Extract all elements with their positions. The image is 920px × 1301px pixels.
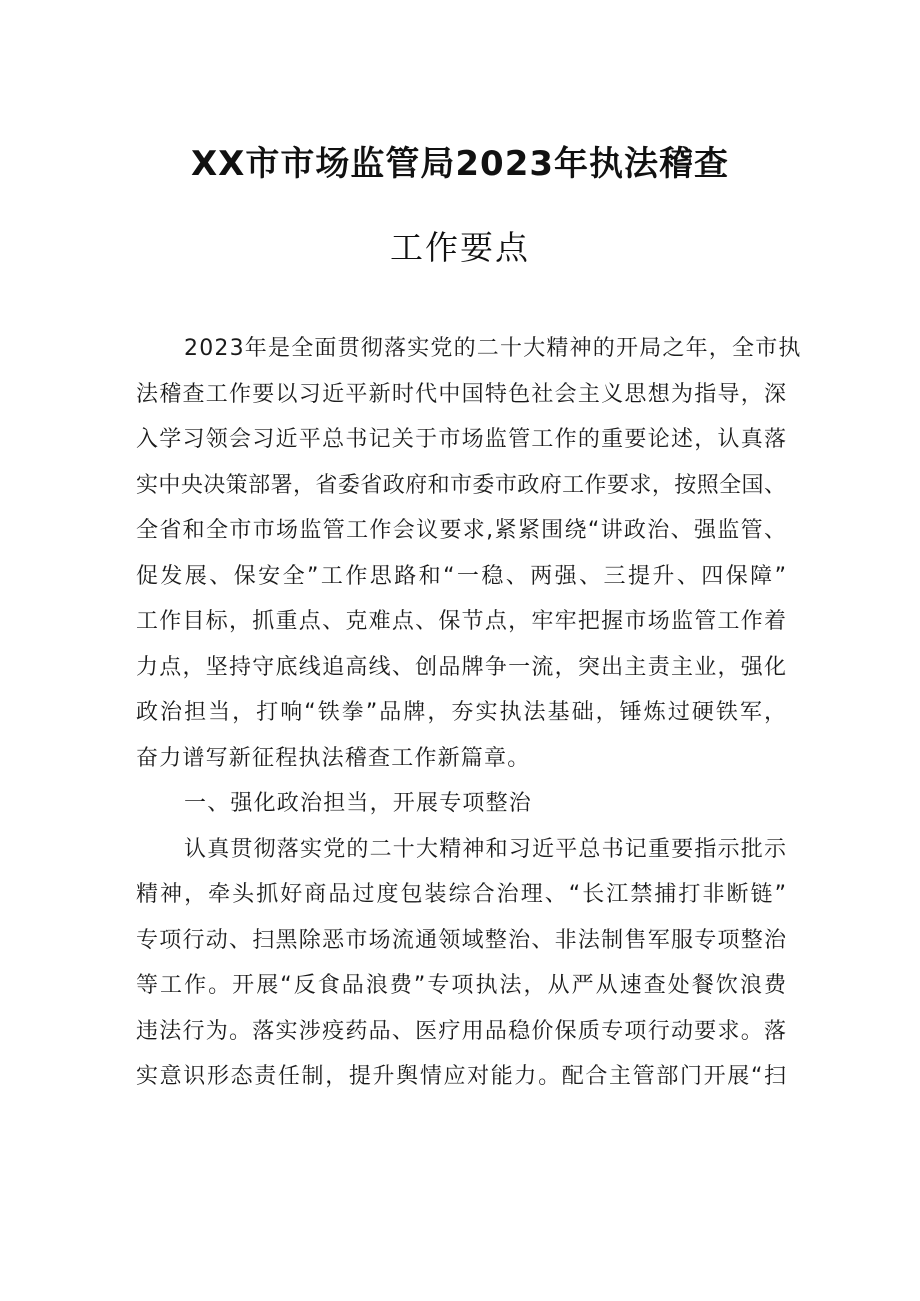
- paragraph2-line: 违法行为。落实涉疫药品、医疗用品稳价保质专项行动要求。落: [136, 1019, 786, 1044]
- paragraph1-line: 入学习领会习近平总书记关于市场监管工作的重要论述，认真落: [136, 427, 786, 452]
- paragraph2-line: 等工作。开展“反食品浪费”专项执法，从严从速查处餐饮浪费: [136, 973, 786, 998]
- paragraph2-line: 实意识形态责任制，提升舆情应对能力。配合主管部门开展“扫: [136, 1064, 786, 1089]
- paragraph1-line: 工作目标，抓重点、克难点、保节点，牢牢把握市场监管工作着: [136, 609, 786, 634]
- paragraph1-line: 实中央决策部署，省委省政府和市委市政府工作要求，按照全国、: [136, 473, 786, 498]
- document-title-line1: XX市市场监管局2023年执法稽查: [190, 144, 730, 184]
- paragraph1-line: 奋力谱写新征程执法稽查工作新篇章。: [136, 746, 531, 771]
- section-heading-1: 一、强化政治担当，开展专项整治: [184, 791, 533, 816]
- paragraph1-line: 促发展、保安全”工作思路和“一稳、两强、三提升、四保障”: [136, 564, 786, 589]
- paragraph1-line: 全省和全市市场监管工作会议要求,紧紧围绕“讲政治、强监管、: [136, 518, 786, 543]
- paragraph1-line: 2023年是全面贯彻落实党的二十大精神的开局之年，全市执: [184, 336, 802, 361]
- paragraph1-line: 政治担当，打响“铁拳”品牌，夯实执法基础，锤炼过硬铁军，: [136, 700, 786, 725]
- paragraph2-line: 精神，牵头抓好商品过度包装综合治理、“长江禁捕打非断链”: [136, 882, 786, 907]
- paragraph1-line: 力点，坚持守底线追高线、创品牌争一流，突出主责主业，强化: [136, 655, 786, 680]
- paragraph1-line: 法稽查工作要以习近平新时代中国特色社会主义思想为指导，深: [136, 382, 786, 407]
- paragraph2-line: 专项行动、扫黑除恶市场流通领域整治、非法制售军服专项整治: [136, 928, 786, 953]
- document-title-line2: 工作要点: [390, 228, 530, 267]
- paragraph2-line: 认真贯彻落实党的二十大精神和习近平总书记重要指示批示: [184, 837, 788, 862]
